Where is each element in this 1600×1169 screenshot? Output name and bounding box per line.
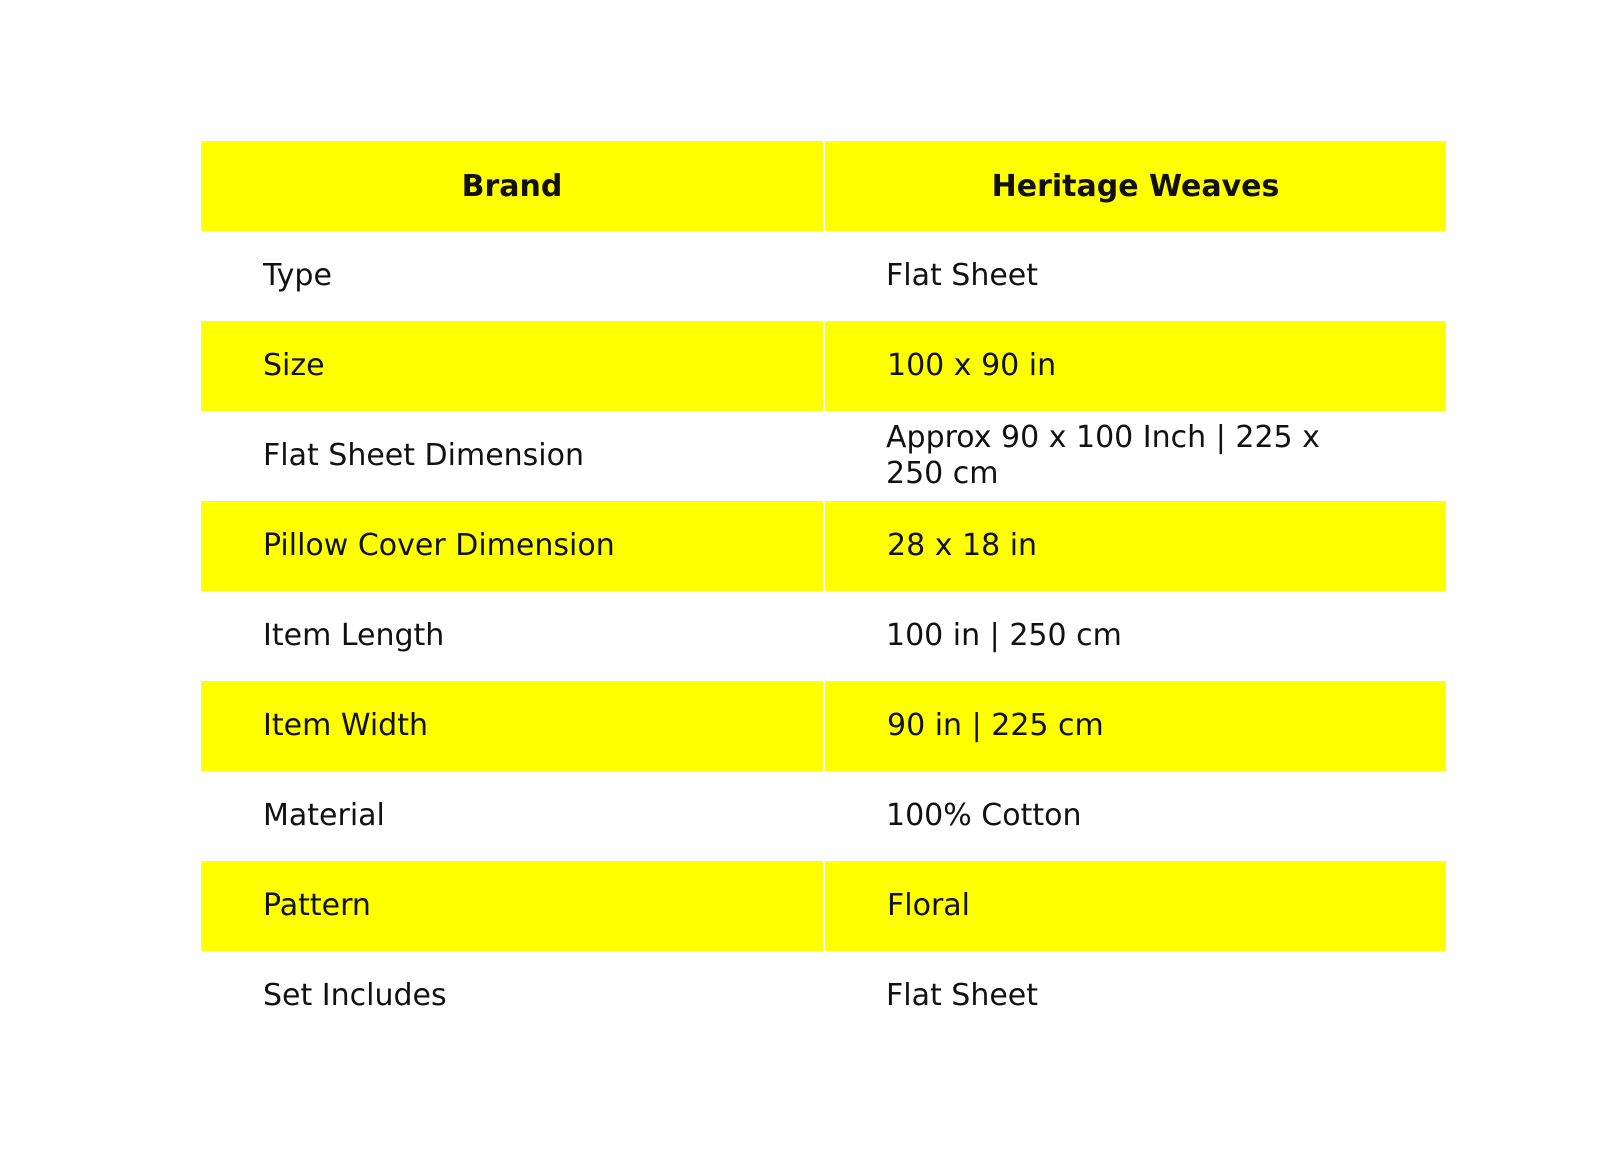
- row-label-item-length: Item Length: [263, 618, 445, 653]
- row-value-set-includes: Flat Sheet: [886, 978, 1039, 1013]
- row-value-item-width: 90 in | 225 cm: [824, 681, 1446, 771]
- row-label-pillow-cover-dimension: Pillow Cover Dimension: [201, 501, 824, 591]
- product-spec-table: [201, 141, 1446, 1041]
- table-row: [201, 411, 1446, 501]
- row-label-set-includes: Set Includes: [263, 978, 447, 1013]
- table-row: [201, 231, 1446, 321]
- table-row: [201, 591, 1446, 681]
- table-row: [201, 501, 1446, 591]
- row-value-material: 100% Cotton: [886, 798, 1082, 833]
- table-row: [201, 681, 1446, 771]
- table-row: [201, 321, 1446, 411]
- row-label-type: Type: [263, 258, 332, 293]
- row-label-item-width: Item Width: [201, 681, 824, 771]
- table-row: [201, 951, 1446, 1041]
- row-value-flat-sheet-dimension: Approx 90 x 100 Inch | 225 x 250 cm: [886, 420, 1320, 491]
- row-label-material: Material: [263, 798, 385, 833]
- row-label-pattern: Pattern: [201, 861, 824, 951]
- header-value-brand: Heritage Weaves: [824, 141, 1446, 231]
- row-value-size: 100 x 90 in: [824, 321, 1446, 411]
- row-label-size: Size: [201, 321, 824, 411]
- header-label-brand: Brand: [201, 141, 824, 231]
- table-row: [201, 771, 1446, 861]
- row-value-type: Flat Sheet: [886, 258, 1039, 293]
- row-value-pillow-cover-dimension: 28 x 18 in: [824, 501, 1446, 591]
- row-label-flat-sheet-dimension: Flat Sheet Dimension: [263, 438, 585, 473]
- row-value-pattern: Floral: [824, 861, 1446, 951]
- table-header-row: [201, 141, 1446, 231]
- row-value-item-length: 100 in | 250 cm: [886, 618, 1122, 653]
- table-row: [201, 861, 1446, 951]
